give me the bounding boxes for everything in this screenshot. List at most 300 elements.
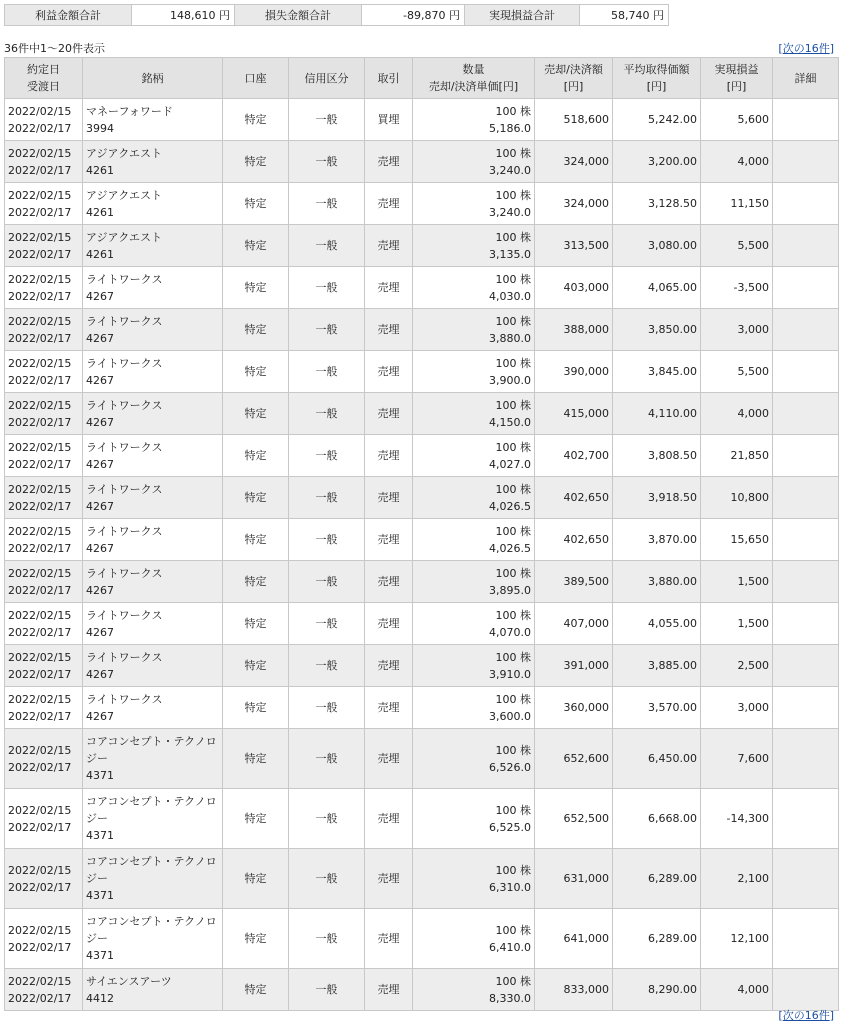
trade-type-cell: 売埋 <box>365 309 413 351</box>
security-code: 4261 <box>86 247 114 261</box>
avg-cost-cell: 6,450.00 <box>613 729 701 789</box>
quantity: 100 株 <box>495 188 531 202</box>
qty-cell <box>413 729 535 789</box>
qty-cell <box>413 225 535 267</box>
unit-price: 8,330.0 <box>489 991 531 1005</box>
quantity: 100 株 <box>495 974 531 988</box>
settle-date: 2022/02/17 <box>8 373 72 387</box>
trade-type-cell: 売埋 <box>365 519 413 561</box>
table-row <box>5 969 839 1011</box>
security-name: ライトワークス <box>86 356 163 370</box>
qty-cell <box>413 435 535 477</box>
detail-cell <box>773 687 839 729</box>
settle-date: 2022/02/17 <box>8 820 72 834</box>
avg-cost-cell: 6,289.00 <box>613 909 701 969</box>
sale-amount-cell: 388,000 <box>535 309 613 351</box>
trade-date: 2022/02/15 <box>8 272 72 286</box>
sale-amount-cell: 324,000 <box>535 141 613 183</box>
settle-date: 2022/02/17 <box>8 940 72 954</box>
security-name: ライトワークス <box>86 608 163 622</box>
trade-type-cell: 売埋 <box>365 435 413 477</box>
security-code: 4267 <box>86 625 114 639</box>
security-name: サイエンスアーツ <box>86 974 172 988</box>
trade-date: 2022/02/15 <box>8 104 72 118</box>
security-name: コアコンセプト・テクノロジー <box>86 735 217 765</box>
trade-date: 2022/02/15 <box>8 482 72 496</box>
trade-history-table <box>4 57 839 1011</box>
date-cell <box>5 267 83 309</box>
sale-amount-cell: 402,650 <box>535 519 613 561</box>
realized-pl-cell: 11,150 <box>701 183 773 225</box>
unit-price: 4,026.5 <box>489 499 531 513</box>
trade-type-cell: 売埋 <box>365 645 413 687</box>
settle-date: 2022/02/17 <box>8 247 72 261</box>
realized-pl-cell: 4,000 <box>701 141 773 183</box>
quantity: 100 株 <box>495 923 531 937</box>
realized-pl-cell: 7,600 <box>701 729 773 789</box>
credit-cell: 一般 <box>289 225 365 267</box>
detail-cell <box>773 561 839 603</box>
trade-date: 2022/02/15 <box>8 398 72 412</box>
unit-price: 4,026.5 <box>489 541 531 555</box>
loss-total-value: -89,870 円 <box>362 5 465 26</box>
table-row <box>5 225 839 267</box>
account-cell: 特定 <box>223 969 289 1011</box>
avg-cost-cell: 3,808.50 <box>613 435 701 477</box>
next-page-anchor-bottom[interactable]: 次の16件 <box>782 1009 830 1022</box>
avg-cost-cell: 4,055.00 <box>613 603 701 645</box>
trade-date: 2022/02/15 <box>8 608 72 622</box>
detail-cell <box>773 729 839 789</box>
avg-cost-cell: 6,289.00 <box>613 849 701 909</box>
quantity: 100 株 <box>495 146 531 160</box>
trade-type-cell: 売埋 <box>365 393 413 435</box>
security-code: 4267 <box>86 373 114 387</box>
security-name: ライトワークス <box>86 314 163 328</box>
settle-date: 2022/02/17 <box>8 331 72 345</box>
credit-cell: 一般 <box>289 561 365 603</box>
sale-amount-cell: 518,600 <box>535 99 613 141</box>
security-name: ライトワークス <box>86 650 163 664</box>
detail-cell <box>773 435 839 477</box>
realized-pl-cell: 5,600 <box>701 99 773 141</box>
settle-date: 2022/02/17 <box>8 625 72 639</box>
account-cell: 特定 <box>223 435 289 477</box>
table-row <box>5 351 839 393</box>
qty-cell <box>413 183 535 225</box>
net-total-label: 実現損益合計 <box>465 5 580 26</box>
trade-date: 2022/02/15 <box>8 146 72 160</box>
security-name: ライトワークス <box>86 566 163 580</box>
credit-cell: 一般 <box>289 393 365 435</box>
account-cell: 特定 <box>223 789 289 849</box>
security-cell <box>83 141 223 183</box>
sale-amount-cell: 407,000 <box>535 603 613 645</box>
qty-cell <box>413 561 535 603</box>
net-total-value: 58,740 円 <box>580 5 669 26</box>
sale-amount-cell: 313,500 <box>535 225 613 267</box>
avg-cost-cell: 3,880.00 <box>613 561 701 603</box>
unit-price: 3,910.0 <box>489 667 531 681</box>
unit-price: 3,880.0 <box>489 331 531 345</box>
security-code: 4261 <box>86 205 114 219</box>
table-row <box>5 309 839 351</box>
trade-date: 2022/02/15 <box>8 650 72 664</box>
table-row <box>5 435 839 477</box>
security-cell <box>83 183 223 225</box>
security-cell <box>83 477 223 519</box>
security-code: 4261 <box>86 163 114 177</box>
trade-date: 2022/02/15 <box>8 314 72 328</box>
avg-cost-cell: 3,128.50 <box>613 183 701 225</box>
qty-cell <box>413 267 535 309</box>
detail-cell <box>773 849 839 909</box>
account-cell: 特定 <box>223 309 289 351</box>
settle-date: 2022/02/17 <box>8 709 72 723</box>
security-cell <box>83 729 223 789</box>
security-cell <box>83 849 223 909</box>
credit-cell: 一般 <box>289 351 365 393</box>
trade-type-cell: 売埋 <box>365 849 413 909</box>
security-code: 4267 <box>86 667 114 681</box>
header-credit: 信用区分 <box>289 58 365 99</box>
table-row <box>5 519 839 561</box>
security-name: ライトワークス <box>86 692 163 706</box>
detail-cell <box>773 351 839 393</box>
summary-table <box>4 4 669 26</box>
quantity: 100 株 <box>495 608 531 622</box>
trade-type-cell: 買埋 <box>365 99 413 141</box>
detail-cell <box>773 183 839 225</box>
sale-amount-cell: 402,650 <box>535 477 613 519</box>
trade-type-cell: 売埋 <box>365 789 413 849</box>
sale-amount-cell: 415,000 <box>535 393 613 435</box>
qty-cell <box>413 519 535 561</box>
account-cell: 特定 <box>223 141 289 183</box>
date-cell <box>5 687 83 729</box>
security-cell <box>83 435 223 477</box>
account-cell: 特定 <box>223 393 289 435</box>
realized-pl-cell: 3,000 <box>701 309 773 351</box>
trade-date: 2022/02/15 <box>8 524 72 538</box>
table-row <box>5 687 839 729</box>
detail-cell <box>773 393 839 435</box>
account-cell: 特定 <box>223 519 289 561</box>
date-cell <box>5 183 83 225</box>
security-cell <box>83 393 223 435</box>
result-count: 36件中1～20件表示 <box>4 42 105 55</box>
security-code: 3994 <box>86 121 114 135</box>
sale-amount-cell: 631,000 <box>535 849 613 909</box>
security-cell <box>83 645 223 687</box>
detail-cell <box>773 309 839 351</box>
credit-cell: 一般 <box>289 729 365 789</box>
trade-date: 2022/02/15 <box>8 974 72 988</box>
qty-cell <box>413 477 535 519</box>
credit-cell: 一般 <box>289 477 365 519</box>
detail-cell <box>773 789 839 849</box>
next-page-link-top: [次の16件] <box>778 42 834 55</box>
date-cell <box>5 789 83 849</box>
realized-pl-cell: 1,500 <box>701 603 773 645</box>
account-cell: 特定 <box>223 267 289 309</box>
table-row <box>5 183 839 225</box>
settle-date: 2022/02/17 <box>8 121 72 135</box>
unit-price: 3,240.0 <box>489 205 531 219</box>
table-row <box>5 789 839 849</box>
quantity: 100 株 <box>495 692 531 706</box>
unit-price: 3,895.0 <box>489 583 531 597</box>
unit-price: 4,030.0 <box>489 289 531 303</box>
trade-date: 2022/02/15 <box>8 863 72 877</box>
qty-cell <box>413 687 535 729</box>
unit-price: 6,525.0 <box>489 820 531 834</box>
sale-amount-cell: 833,000 <box>535 969 613 1011</box>
realized-pl-cell: 1,500 <box>701 561 773 603</box>
realized-pl-cell: 2,100 <box>701 849 773 909</box>
account-cell: 特定 <box>223 225 289 267</box>
sale-amount-cell: 402,700 <box>535 435 613 477</box>
loss-total-label: 損失金額合計 <box>235 5 362 26</box>
avg-cost-cell: 5,242.00 <box>613 99 701 141</box>
unit-price: 6,410.0 <box>489 940 531 954</box>
trade-type-cell: 売埋 <box>365 687 413 729</box>
date-cell <box>5 645 83 687</box>
account-cell: 特定 <box>223 729 289 789</box>
settle-date: 2022/02/17 <box>8 457 72 471</box>
qty-cell <box>413 99 535 141</box>
detail-cell <box>773 909 839 969</box>
trade-date: 2022/02/15 <box>8 188 72 202</box>
table-row <box>5 849 839 909</box>
header-qty: 数量 売却/決済単価[円] <box>413 58 535 99</box>
qty-cell <box>413 645 535 687</box>
trade-date: 2022/02/15 <box>8 356 72 370</box>
quantity: 100 株 <box>495 803 531 817</box>
avg-cost-cell: 3,870.00 <box>613 519 701 561</box>
qty-cell <box>413 309 535 351</box>
settle-date: 2022/02/17 <box>8 289 72 303</box>
sale-amount-cell: 324,000 <box>535 183 613 225</box>
trade-date: 2022/02/15 <box>8 230 72 244</box>
detail-cell <box>773 225 839 267</box>
detail-cell <box>773 603 839 645</box>
header-trade: 取引 <box>365 58 413 99</box>
date-cell <box>5 909 83 969</box>
settle-date: 2022/02/17 <box>8 880 72 894</box>
security-name: アジアクエスト <box>86 230 163 244</box>
trade-type-cell: 売埋 <box>365 909 413 969</box>
quantity: 100 株 <box>495 314 531 328</box>
trade-date: 2022/02/15 <box>8 923 72 937</box>
settle-date: 2022/02/17 <box>8 415 72 429</box>
sale-amount-cell: 652,600 <box>535 729 613 789</box>
quantity: 100 株 <box>495 524 531 538</box>
account-cell: 特定 <box>223 351 289 393</box>
quantity: 100 株 <box>495 356 531 370</box>
account-cell: 特定 <box>223 909 289 969</box>
qty-cell <box>413 789 535 849</box>
security-name: ライトワークス <box>86 440 163 454</box>
date-cell <box>5 225 83 267</box>
credit-cell: 一般 <box>289 969 365 1011</box>
table-row <box>5 909 839 969</box>
credit-cell: 一般 <box>289 309 365 351</box>
security-code: 4267 <box>86 331 114 345</box>
security-name: ライトワークス <box>86 398 163 412</box>
unit-price: 6,310.0 <box>489 880 531 894</box>
security-code: 4267 <box>86 415 114 429</box>
next-page-anchor-top[interactable]: 次の16件 <box>782 42 830 55</box>
unit-price: 3,600.0 <box>489 709 531 723</box>
detail-cell <box>773 645 839 687</box>
realized-pl-cell: 10,800 <box>701 477 773 519</box>
realized-pl-cell: 2,500 <box>701 645 773 687</box>
trade-type-cell: 売埋 <box>365 969 413 1011</box>
sale-amount-cell: 360,000 <box>535 687 613 729</box>
date-cell <box>5 849 83 909</box>
unit-price: 6,526.0 <box>489 760 531 774</box>
security-code: 4267 <box>86 499 114 513</box>
realized-pl-cell: 5,500 <box>701 225 773 267</box>
table-row <box>5 645 839 687</box>
security-cell <box>83 969 223 1011</box>
security-name: アジアクエスト <box>86 188 163 202</box>
detail-cell <box>773 99 839 141</box>
security-cell <box>83 789 223 849</box>
next-page-link-bottom: [次の16件] <box>778 1009 834 1022</box>
security-name: ライトワークス <box>86 272 163 286</box>
settle-date: 2022/02/17 <box>8 667 72 681</box>
realized-pl-cell: 15,650 <box>701 519 773 561</box>
security-cell <box>83 99 223 141</box>
qty-cell <box>413 909 535 969</box>
sale-amount-cell: 641,000 <box>535 909 613 969</box>
avg-cost-cell: 8,290.00 <box>613 969 701 1011</box>
realized-pl-cell: 12,100 <box>701 909 773 969</box>
account-cell: 特定 <box>223 99 289 141</box>
credit-cell: 一般 <box>289 183 365 225</box>
table-row <box>5 267 839 309</box>
avg-cost-cell: 3,850.00 <box>613 309 701 351</box>
security-code: 4267 <box>86 457 114 471</box>
settle-date: 2022/02/17 <box>8 541 72 555</box>
credit-cell: 一般 <box>289 519 365 561</box>
credit-cell: 一般 <box>289 645 365 687</box>
table-header-row <box>5 58 839 99</box>
credit-cell: 一般 <box>289 435 365 477</box>
settle-date: 2022/02/17 <box>8 991 72 1005</box>
header-name: 銘柄 <box>83 58 223 99</box>
date-cell <box>5 309 83 351</box>
table-row <box>5 99 839 141</box>
security-code: 4267 <box>86 541 114 555</box>
security-code: 4267 <box>86 583 114 597</box>
profit-total-label: 利益金額合計 <box>5 5 132 26</box>
unit-price: 3,240.0 <box>489 163 531 177</box>
date-cell <box>5 99 83 141</box>
avg-cost-cell: 3,570.00 <box>613 687 701 729</box>
detail-cell <box>773 267 839 309</box>
date-cell <box>5 141 83 183</box>
security-cell <box>83 519 223 561</box>
security-code: 4371 <box>86 889 114 902</box>
table-row <box>5 141 839 183</box>
security-code: 4412 <box>86 991 114 1005</box>
credit-cell: 一般 <box>289 789 365 849</box>
account-cell: 特定 <box>223 183 289 225</box>
quantity: 100 株 <box>495 230 531 244</box>
table-row <box>5 477 839 519</box>
credit-cell: 一般 <box>289 99 365 141</box>
trade-date: 2022/02/15 <box>8 743 72 757</box>
unit-price: 4,070.0 <box>489 625 531 639</box>
sale-amount-cell: 391,000 <box>535 645 613 687</box>
detail-cell <box>773 519 839 561</box>
avg-cost-cell: 4,065.00 <box>613 267 701 309</box>
avg-cost-cell: 3,918.50 <box>613 477 701 519</box>
security-cell <box>83 561 223 603</box>
settle-date: 2022/02/17 <box>8 499 72 513</box>
date-cell <box>5 393 83 435</box>
qty-cell <box>413 351 535 393</box>
date-cell <box>5 603 83 645</box>
trade-type-cell: 売埋 <box>365 351 413 393</box>
date-cell <box>5 477 83 519</box>
header-pl: 実現損益 [円] <box>701 58 773 99</box>
trade-type-cell: 売埋 <box>365 477 413 519</box>
security-code: 4267 <box>86 709 114 723</box>
table-row <box>5 603 839 645</box>
security-name: マネーフォワード <box>86 104 173 118</box>
sale-amount-cell: 390,000 <box>535 351 613 393</box>
table-row <box>5 729 839 789</box>
trade-date: 2022/02/15 <box>8 566 72 580</box>
trade-date: 2022/02/15 <box>8 692 72 706</box>
avg-cost-cell: 6,668.00 <box>613 789 701 849</box>
security-name: コアコンセプト・テクノロジー <box>86 795 217 825</box>
security-cell <box>83 351 223 393</box>
sale-amount-cell: 389,500 <box>535 561 613 603</box>
unit-price: 3,900.0 <box>489 373 531 387</box>
header-detail: 詳細 <box>773 58 839 99</box>
trade-type-cell: 売埋 <box>365 183 413 225</box>
credit-cell: 一般 <box>289 849 365 909</box>
quantity: 100 株 <box>495 482 531 496</box>
date-cell <box>5 351 83 393</box>
realized-pl-cell: 4,000 <box>701 969 773 1011</box>
avg-cost-cell: 4,110.00 <box>613 393 701 435</box>
date-cell <box>5 729 83 789</box>
profit-total-value: 148,610 円 <box>132 5 235 26</box>
unit-price: 5,186.0 <box>489 121 531 135</box>
trade-type-cell: 売埋 <box>365 729 413 789</box>
account-cell: 特定 <box>223 561 289 603</box>
detail-cell <box>773 141 839 183</box>
realized-pl-cell: 21,850 <box>701 435 773 477</box>
unit-price: 3,135.0 <box>489 247 531 261</box>
unit-price: 4,150.0 <box>489 415 531 429</box>
date-cell <box>5 969 83 1011</box>
credit-cell: 一般 <box>289 687 365 729</box>
security-name: ライトワークス <box>86 524 163 538</box>
settle-date: 2022/02/17 <box>8 760 72 774</box>
account-cell: 特定 <box>223 603 289 645</box>
trade-type-cell: 売埋 <box>365 225 413 267</box>
avg-cost-cell: 3,200.00 <box>613 141 701 183</box>
sale-amount-cell: 652,500 <box>535 789 613 849</box>
date-cell <box>5 561 83 603</box>
